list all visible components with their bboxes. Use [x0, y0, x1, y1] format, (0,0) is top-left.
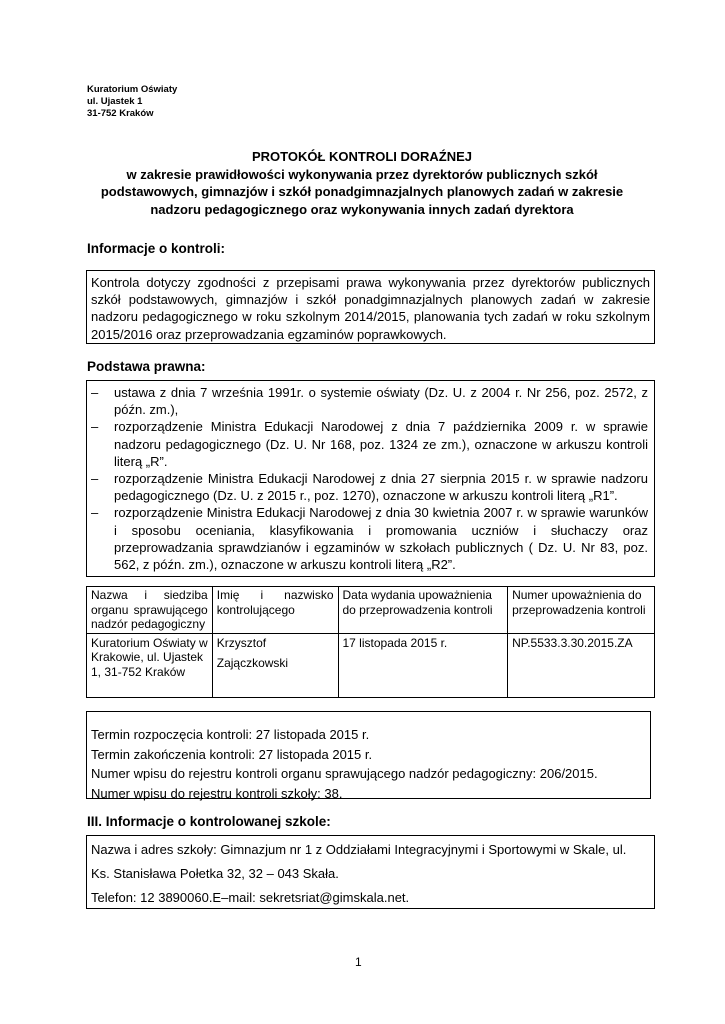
table-header-row	[87, 587, 655, 634]
table-row	[87, 633, 655, 697]
title-main: PROTOKÓŁ KONTROLI DORAŹNEJ	[251, 149, 473, 164]
dash-bullet: –	[91, 471, 99, 487]
legal-basis-text: rozporządzenie Ministra Edukacji Narodowej z dnia 7 października 2009 r. w sprawie nadzoru pedagogicznego (Dz. U. Nr 168, poz. 1324 ze zm.), oznaczone w arkuszu kontroli literą „R”.	[114, 419, 648, 469]
org-name: Kuratorium Oświaty	[87, 84, 178, 95]
control-dates-box	[86, 711, 651, 799]
organ-register-number: Numer wpisu do rejestru kontroli organu sprawującego nadzór pedagogiczny: 206/2015.	[91, 766, 598, 781]
school-info-box	[86, 835, 655, 909]
header-date: Data wydania upoważnienia do przeprowadzenia kontroli	[338, 587, 508, 634]
school-heading: III. Informacje o kontrolowanej szkole:	[87, 814, 331, 829]
school-address-line: Ks. Stanisława Połetka 32, 32 – 043 Skała.	[91, 866, 339, 881]
dash-bullet: –	[91, 505, 99, 521]
school-name-line: Nazwa i adres szkoły: Gimnazjum nr 1 z Oddziałami Integracyjnymi i Sportowymi w Skale, ul.	[91, 842, 627, 857]
cell-inspector	[212, 633, 338, 697]
info-box: Kontrola dotyczy zgodności z przepisami prawa wykonywania przez dyrektorów publicznych szkół podstawowych, gimnazjów i szkół ponadgimnazjalnych planowych zadań w zakresie nadzoru pedagogicznego w roku szkolnym 2014/2015, planowania tych zadań w roku szkolnym 2015/2016 oraz przeprowadzania egzaminów poprawkowych.	[86, 270, 655, 344]
legal-basis-list	[91, 384, 648, 573]
legal-basis-box	[86, 380, 655, 577]
dash-bullet: –	[91, 419, 99, 435]
org-street: ul. Ujastek 1	[87, 96, 143, 107]
legal-basis-text: ustawa z dnia 7 września 1991r. o systemie oświaty (Dz. U. z 2004 r. Nr 256, poz. 2572, z późn. zm.),	[114, 385, 648, 418]
org-city: 31-752 Kraków	[87, 108, 154, 119]
title-line-3: nadzoru pedagogicznego oraz wykonywania innych zadań dyrektora	[150, 201, 574, 217]
header-organ: Nazwa i siedziba organu sprawującego nadzór pedagogiczny	[87, 587, 213, 634]
school-register-number: Numer wpisu do rejestru kontroli szkoły: 38.	[91, 785, 343, 801]
legal-basis-text: rozporządzenie Ministra Edukacji Narodowej z dnia 30 kwietnia 2007 r. w sprawie warunków i sposobu oceniania, klasyfikowania i promowania uczniów i słuchaczy oraz przeprowadzania sprawdzianów i egzaminów w szkołach publicznych ( Dz. U. Nr 83, poz. 562, z późn. zm.), oznaczone w arkuszu kontroli literą „R2”.	[114, 505, 648, 573]
inspector-first-name: Krzysztof	[216, 635, 267, 650]
legal-basis-item	[91, 504, 648, 573]
cell-number: NP.5533.3.30.2015.ZA	[508, 633, 655, 697]
legal-basis-text: rozporządzenie Ministra Edukacji Narodowej z dnia 27 sierpnia 2015 r. w sprawie nadzoru pedagogicznego (Dz. U. z 2015 r., poz. 1270), oznaczone w arkuszu kontroli literą „R1”.	[114, 471, 648, 504]
sender-address	[87, 84, 177, 120]
school-contact-line: Telefon: 12 3890060.E–mail: sekretsriat@gimskala.net.	[91, 890, 410, 905]
cell-organ: Kuratorium Oświaty w Krakowie, ul. Ujastek 1, 31-752 Kraków	[87, 633, 213, 697]
authorization-table	[86, 586, 655, 698]
title-line-2: podstawowych, gimnazjów i szkół ponadgimnazjalnych planowych zadań w zakresie	[100, 184, 624, 199]
header-inspector: Imię i nazwisko kontrolującego	[212, 587, 338, 634]
info-heading: Informacje o kontroli:	[87, 241, 226, 256]
cell-date: 17 listopada 2015 r.	[338, 633, 508, 697]
document-title	[88, 148, 636, 218]
legal-basis-item	[91, 418, 648, 470]
basis-heading: Podstawa prawna:	[87, 359, 206, 374]
start-date: Termin rozpoczęcia kontroli: 27 listopada 2015 r.	[91, 727, 370, 742]
inspector-last-name: Zajączkowski	[216, 656, 289, 670]
header-number: Numer upoważnienia do przeprowadzenia kontroli	[508, 587, 655, 634]
title-line-1: w zakresie prawidłowości wykonywania przez dyrektorów publicznych szkół	[126, 166, 598, 182]
legal-basis-item	[91, 470, 648, 504]
end-date: Termin zakończenia kontroli: 27 listopada 2015 r.	[91, 746, 373, 762]
page-number: 1	[355, 955, 362, 969]
legal-basis-item	[91, 384, 648, 418]
dash-bullet: –	[91, 385, 99, 400]
